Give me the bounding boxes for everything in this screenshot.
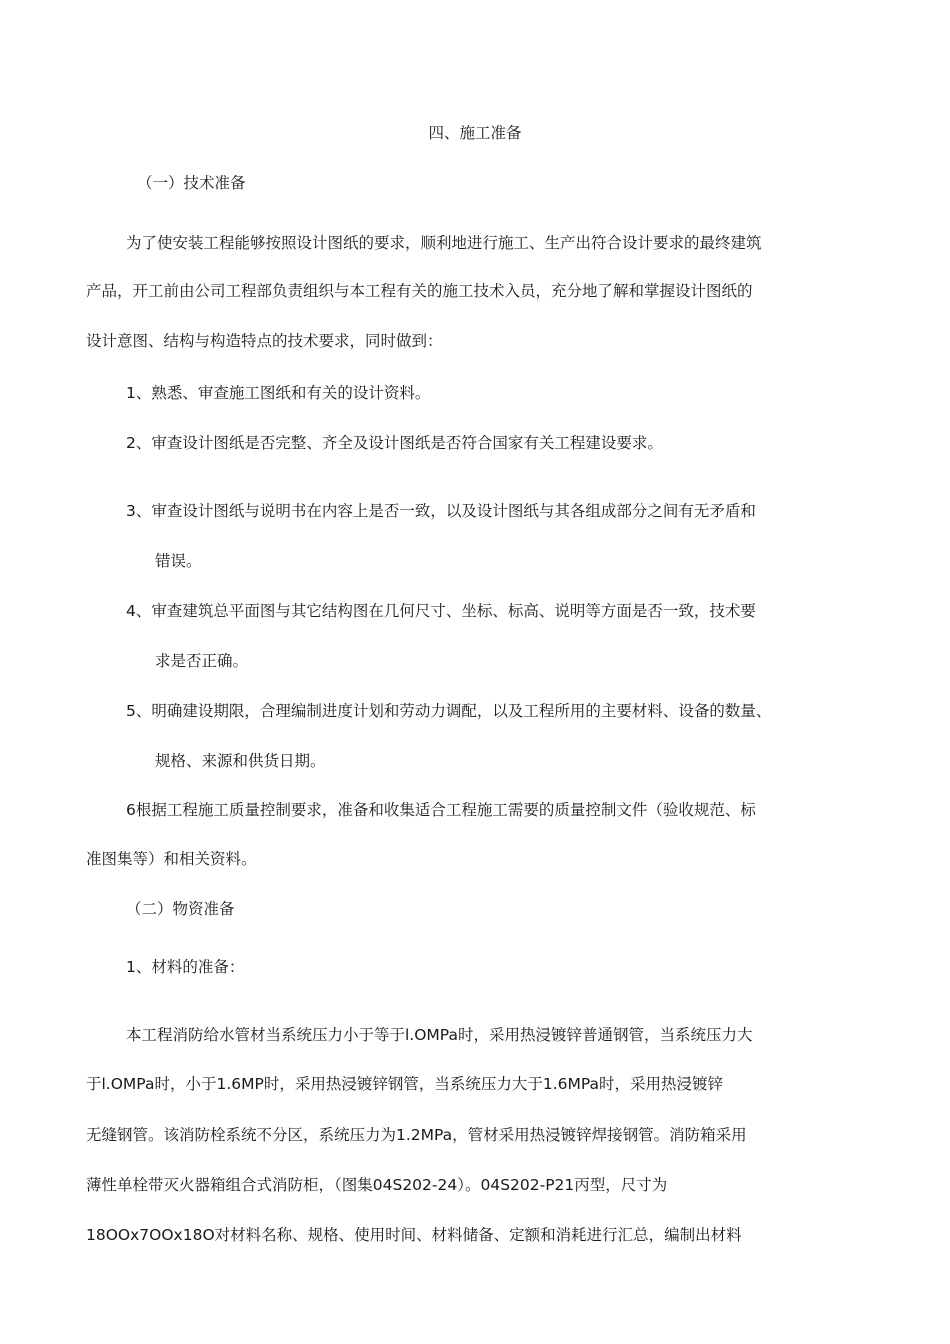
paragraph-line: 无缝钢管。该消防栓系统不分区，系统压力为1.2MPa，管材采用热浸镀锌焊接钢管。消防箱采用 bbox=[86, 1126, 747, 1144]
list-item: 6根据工程施工质量控制要求，准备和收集适合工程施工需要的质量控制文件（验收规范、标 bbox=[126, 801, 756, 819]
paragraph-line: 产品，开工前由公司工程部负责组织与本工程有关的施工技术入员，充分地了解和掌握设计图纸的 bbox=[86, 282, 753, 300]
list-item-continuation: 错误。 bbox=[155, 552, 202, 570]
paragraph-line: 为了使安装工程能够按照设计图纸的要求，顺利地进行施工、生产出符合设计要求的最终建筑 bbox=[126, 234, 762, 252]
subheading: 1、材料的准备： bbox=[126, 958, 245, 976]
list-item: 4、审查建筑总平面图与其它结构图在几何尺寸、坐标、标高、说明等方面是否一致，技术要 bbox=[126, 602, 756, 620]
list-item-continuation: 准图集等）和相关资料。 bbox=[86, 850, 257, 868]
paragraph-line: 本工程消防给水管材当系统压力小于等于l.OMPa时，采用热浸镀锌普通钢管，当系统压力大 bbox=[126, 1026, 753, 1044]
list-item-continuation: 求是否正确。 bbox=[155, 652, 249, 670]
list-item: 1、熟悉、审查施工图纸和有关的设计资料。 bbox=[126, 384, 431, 402]
paragraph-line: 设计意图、结构与构造特点的技术要求，同时做到： bbox=[86, 332, 443, 350]
page-title: 四、施工准备 bbox=[428, 124, 522, 142]
list-item: 2、审查设计图纸是否完整、齐全及设计图纸是否符合国家有关工程建设要求。 bbox=[126, 434, 663, 452]
paragraph-line: 于l.OMPa时，小于1.6MP时，采用热浸镀锌钢管，当系统压力大于1.6MPa时，采用热浸镀锌 bbox=[86, 1075, 724, 1093]
list-item-continuation: 规格、来源和供货日期。 bbox=[155, 752, 326, 770]
list-item: 3、审查设计图纸与说明书在内容上是否一致，以及设计图纸与其各组成部分之间有无矛盾和 bbox=[126, 502, 756, 520]
list-item: 5、明确建设期限，合理编制进度计划和劳动力调配，以及工程所用的主要材料、设备的数量、 bbox=[126, 702, 772, 720]
section-heading-technical: （一）技术准备 bbox=[137, 174, 246, 192]
section-heading-materials: （二）物资准备 bbox=[126, 900, 235, 918]
paragraph-line: 薄性单栓带灭火器箱组合式消防柜，（图集04S202-24）。04S202-P21丙型，尺寸为 bbox=[86, 1176, 668, 1194]
paragraph-line: 18OOx7OOx18O对材料名称、规格、使用时间、材料储备、定额和消耗进行汇总，编制出材料 bbox=[86, 1226, 742, 1244]
